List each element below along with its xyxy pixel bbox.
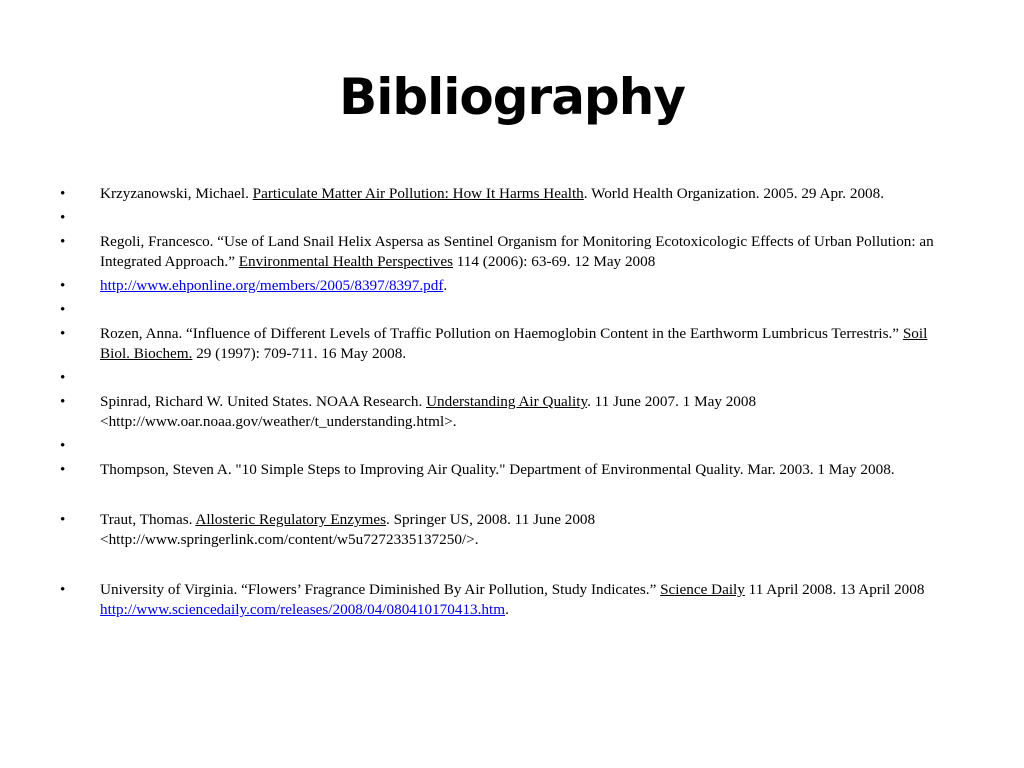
bibliography-entry xyxy=(60,324,960,364)
entry-title: Science Daily xyxy=(660,581,745,598)
empty-bullet xyxy=(60,208,960,228)
entry-link[interactable]: http://www.ehponline.org/members/2005/8397/8397.pdf xyxy=(100,277,444,294)
bibliography-entry xyxy=(60,460,960,480)
entry-text: Spinrad, Richard W. United States. NOAA Research. xyxy=(100,393,427,410)
entry-title: Particulate Matter Air Pollution: How It Harms Health xyxy=(252,185,584,202)
entry-text: . xyxy=(505,601,509,618)
entry-text: Krzyzanowski, Michael. xyxy=(100,185,253,202)
bullet-icon: • xyxy=(60,277,66,294)
bullet-icon: • xyxy=(60,233,66,250)
bullet-icon: • xyxy=(60,369,66,386)
bullet-icon: • xyxy=(60,209,66,226)
empty-bullet xyxy=(60,368,960,388)
entry-title: Environmental Health Perspectives xyxy=(238,253,453,270)
entry-text: . World Health Organization. 2005. 29 Apr. 2008. xyxy=(583,185,885,202)
bullet-icon: • xyxy=(60,325,66,342)
entry-text: Thompson, Steven A. "10 Simple Steps to Improving Air Quality." Department of Environmental Quality. Mar. 2003. 1 May 2008. xyxy=(100,461,895,478)
bibliography-entry xyxy=(60,276,960,296)
bullet-icon: • xyxy=(60,437,66,454)
entry-text: 11 April 2008. 13 April 2008 xyxy=(744,581,925,598)
bibliography-entry xyxy=(60,580,960,620)
empty-bullet xyxy=(60,300,960,320)
entry-title: Soil Biol. Biochem. xyxy=(100,325,928,362)
bullet-icon: • xyxy=(60,511,66,528)
entry-text: University of Virginia. “Flowers’ Fragrance Diminished By Air Pollution, Study Indicates.” xyxy=(100,581,661,598)
entry-title: Allosteric Regulatory Enzymes xyxy=(195,511,386,528)
bullet-icon: • xyxy=(60,581,66,598)
entry-text: 29 (1997): 709-711. 16 May 2008. xyxy=(192,345,407,362)
entry-text: . 11 June 2007. 1 May 2008 <http://www.oar.noaa.gov/weather/t_understanding.html>. xyxy=(100,393,757,430)
empty-bullet xyxy=(60,436,960,456)
bullet-icon: • xyxy=(60,301,66,318)
entry-text: Traut, Thomas. xyxy=(100,511,196,528)
bibliography-entry xyxy=(60,232,960,272)
entry-text: Rozen, Anna. “Influence of Different Levels of Traffic Pollution on Haemoglobin Content in the Earthworm Lumbricus Terrestris.” xyxy=(100,325,903,342)
bullet-icon: • xyxy=(60,185,66,202)
bibliography-list xyxy=(60,184,960,620)
entry-text: . xyxy=(443,277,448,294)
bibliography-entry xyxy=(60,184,960,204)
bullet-icon: • xyxy=(60,461,66,478)
bibliography-entry xyxy=(60,510,960,550)
bibliography-entry xyxy=(60,392,960,432)
entry-title: Understanding Air Quality xyxy=(426,393,588,410)
entry-text: . Springer US, 2008. 11 June 2008 <http://www.springerlink.com/content/w5u7272335137250/>. xyxy=(100,511,596,548)
bullet-icon: • xyxy=(60,393,66,410)
entry-link[interactable]: http://www.sciencedaily.com/releases/2008/04/080410170413.htm xyxy=(100,601,506,618)
entry-text: Regoli, Francesco. “Use of Land Snail Helix Aspersa as Sentinel Organism for Monitoring Ecotoxicologic Effects of Urban Pollution: an Integrated Approach.” xyxy=(100,233,934,270)
slide-title: Bibliography xyxy=(339,68,685,126)
entry-text: 114 (2006): 63-69. 12 May 2008 xyxy=(452,253,656,270)
